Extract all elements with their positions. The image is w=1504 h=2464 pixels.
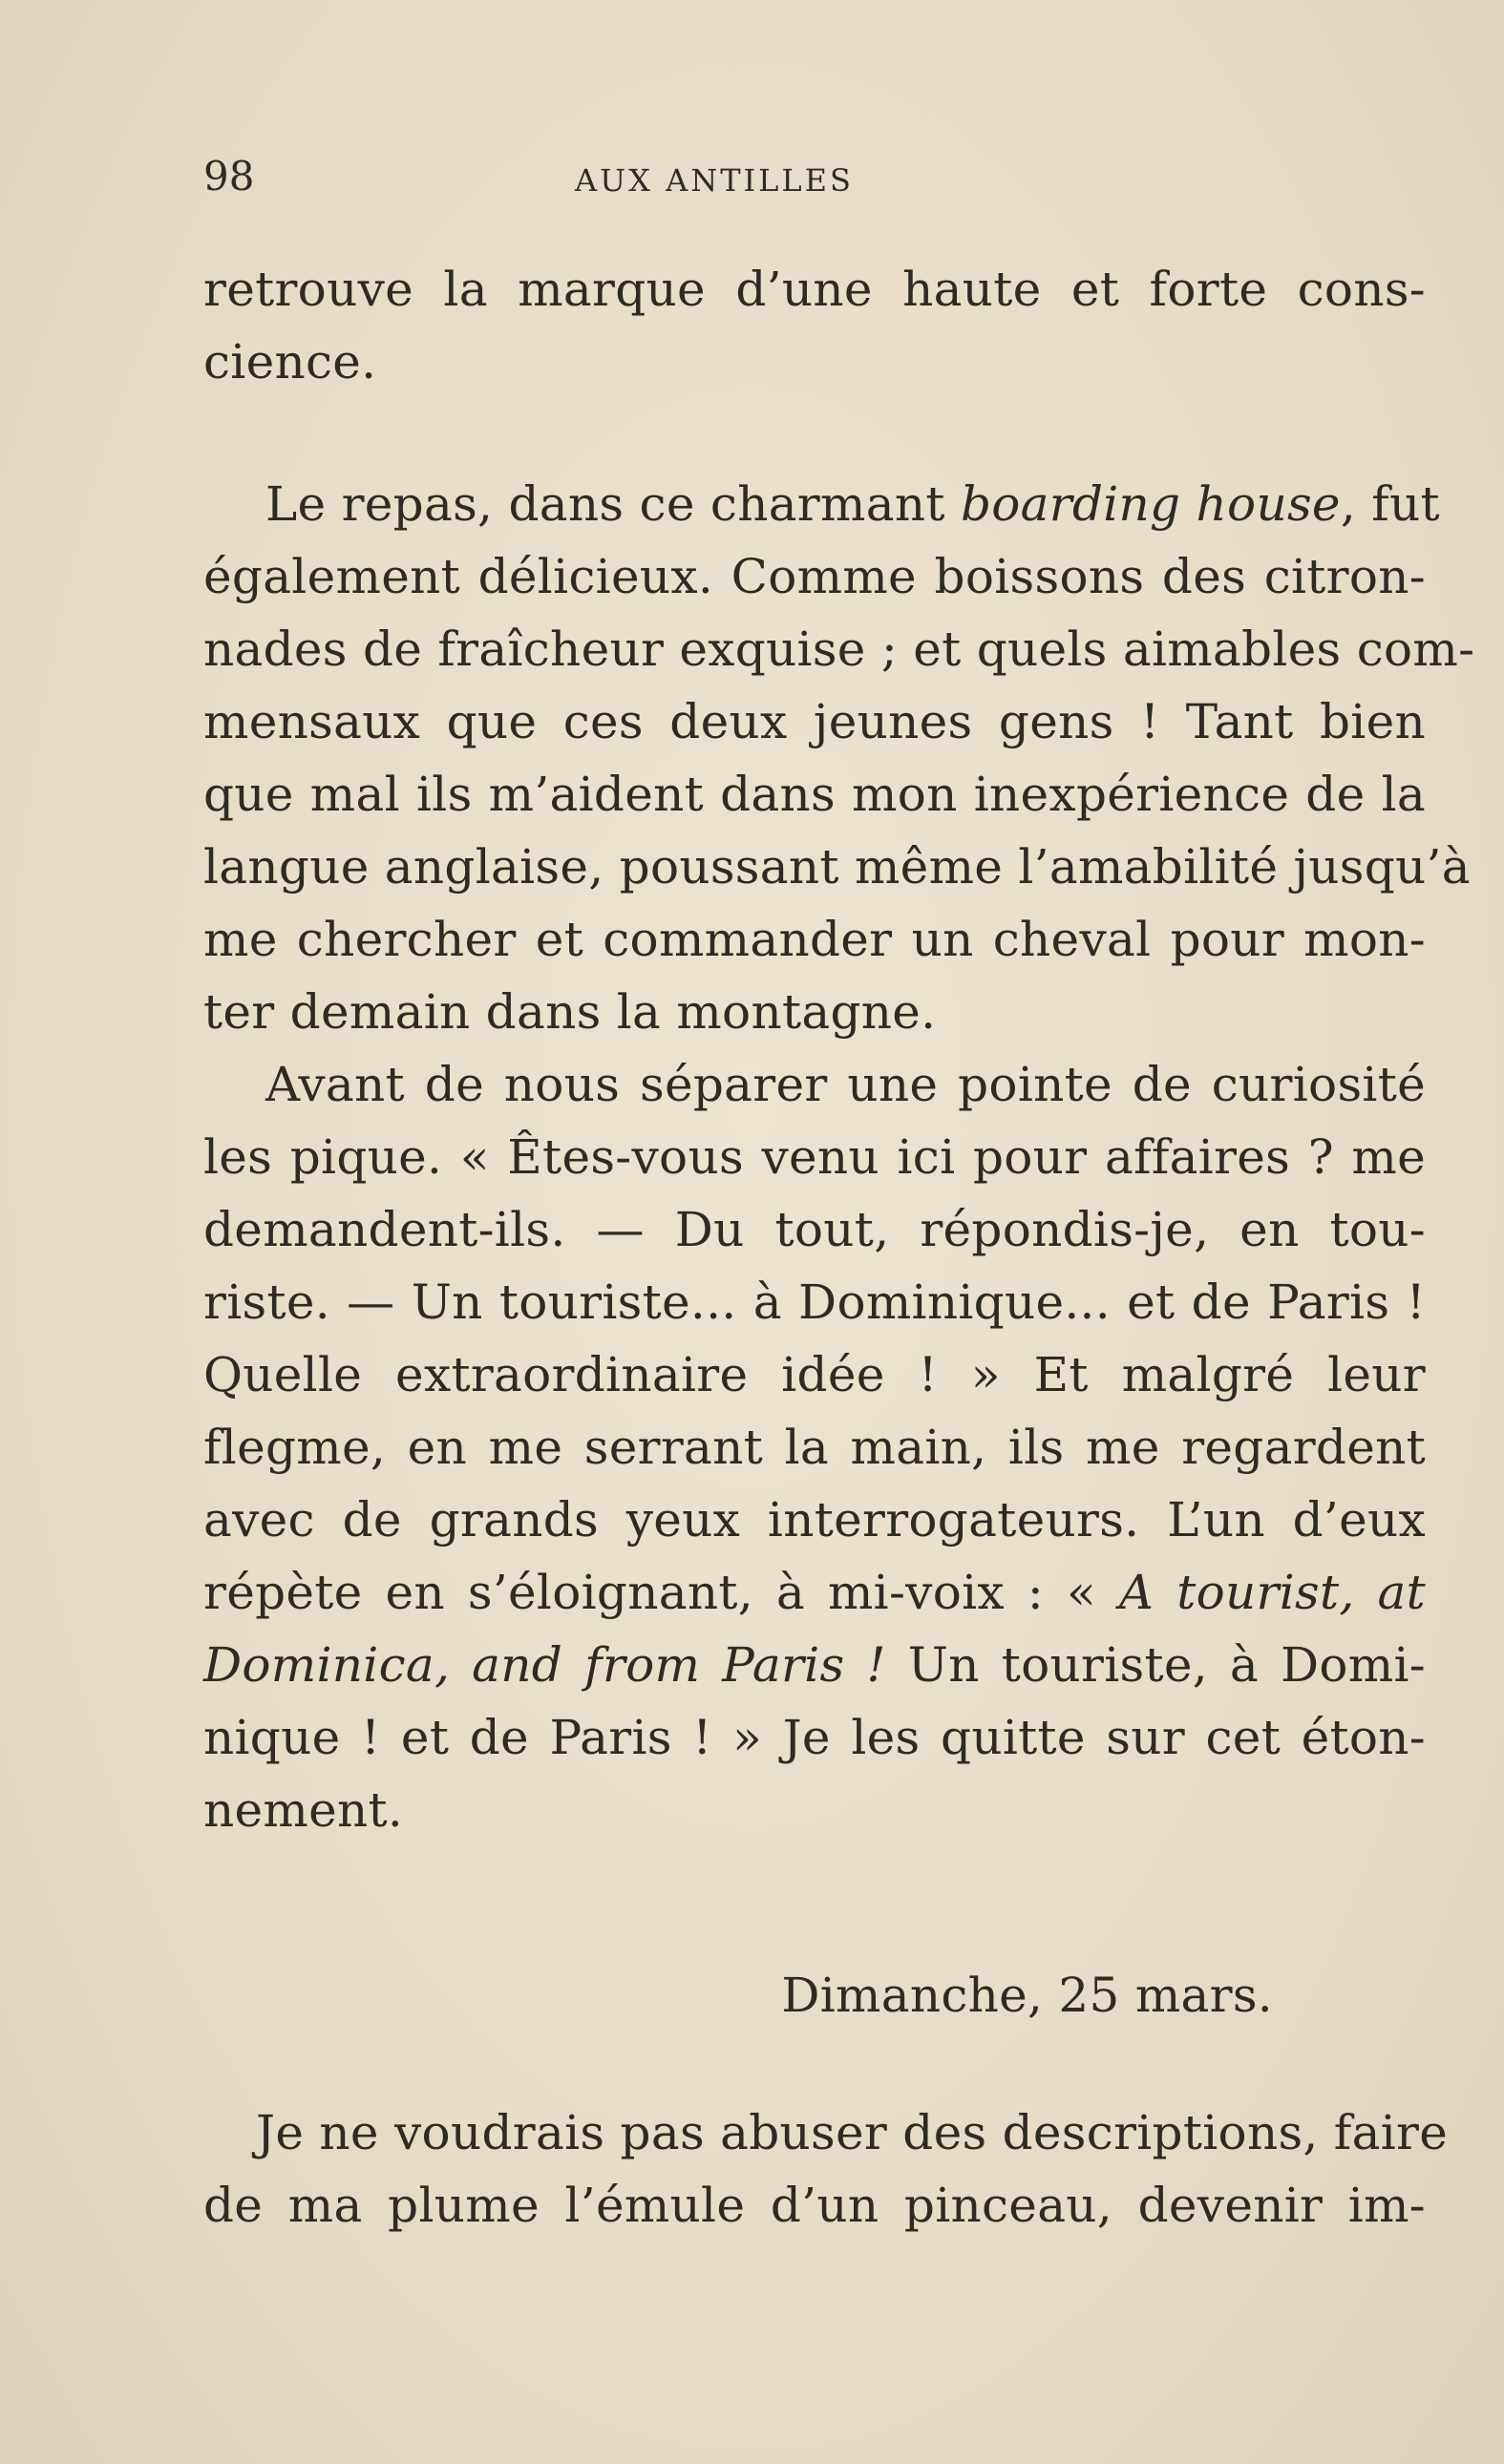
text-line: nades de fraîcheur exquise ; et quels aimables com-	[203, 621, 1475, 677]
text-line: riste. — Un touriste... à Dominique... et de Paris !	[203, 1274, 1426, 1330]
running-head	[203, 153, 1426, 210]
dateline-block	[203, 1959, 1426, 2032]
text-line: Je ne voudrais pas abuser des descriptions, faire	[256, 2105, 1449, 2160]
dateline: Dimanche, 25 mars.	[781, 1968, 1273, 2023]
text-line: Quelle extraordinaire idée ! » Et malgré leur	[203, 1347, 1426, 1402]
text-line: langue anglaise, poussant même l’amabilité jusqu’à	[203, 839, 1471, 895]
text-line: Avant de nous séparer une pointe de curiosité	[265, 1057, 1426, 1112]
text-line: ter demain dans la montagne.	[203, 984, 937, 1040]
text-line: Dominica, and from Paris ! Un touriste, à Domi-	[203, 1637, 1426, 1693]
text-line: mensaux que ces deux jeunes gens ! Tant bien	[203, 694, 1426, 749]
paragraph-4	[203, 2096, 1449, 2242]
text-line: Le repas, dans ce charmant boarding house, fut	[265, 476, 1440, 532]
running-title: AUX ANTILLES	[575, 162, 854, 199]
paragraph-2	[203, 468, 1475, 1846]
page-number: 98	[203, 153, 255, 200]
text-line: les pique. « Êtes-vous venu ici pour affaires ? me	[203, 1129, 1426, 1185]
text-line: nement.	[203, 1782, 404, 1838]
paragraph-1	[203, 253, 1426, 398]
text-line: avec de grands yeux interrogateurs. L’un d’eux	[203, 1492, 1426, 1548]
text-line: répète en s’éloignant, à mi-voix : « A tourist, at	[203, 1565, 1426, 1620]
text-line: me chercher et commander un cheval pour mon-	[203, 912, 1426, 967]
text-line: également délicieux. Comme boissons des citron-	[203, 549, 1426, 604]
text-line: flegme, en me serrant la main, ils me regardent	[203, 1420, 1426, 1475]
text-line: que mal ils m’aident dans mon inexpérience de la	[203, 767, 1426, 822]
text-line: demandent-ils. — Du tout, répondis-je, en tou-	[203, 1202, 1426, 1257]
text-line: de ma plume l’émule d’un pinceau, devenir im-	[203, 2178, 1426, 2233]
text-line: retrouve la marque d’une haute et forte cons-	[203, 262, 1426, 317]
text-line: cience.	[203, 334, 377, 390]
text-line: nique ! et de Paris ! » Je les quitte sur cet éton-	[203, 1710, 1426, 1765]
